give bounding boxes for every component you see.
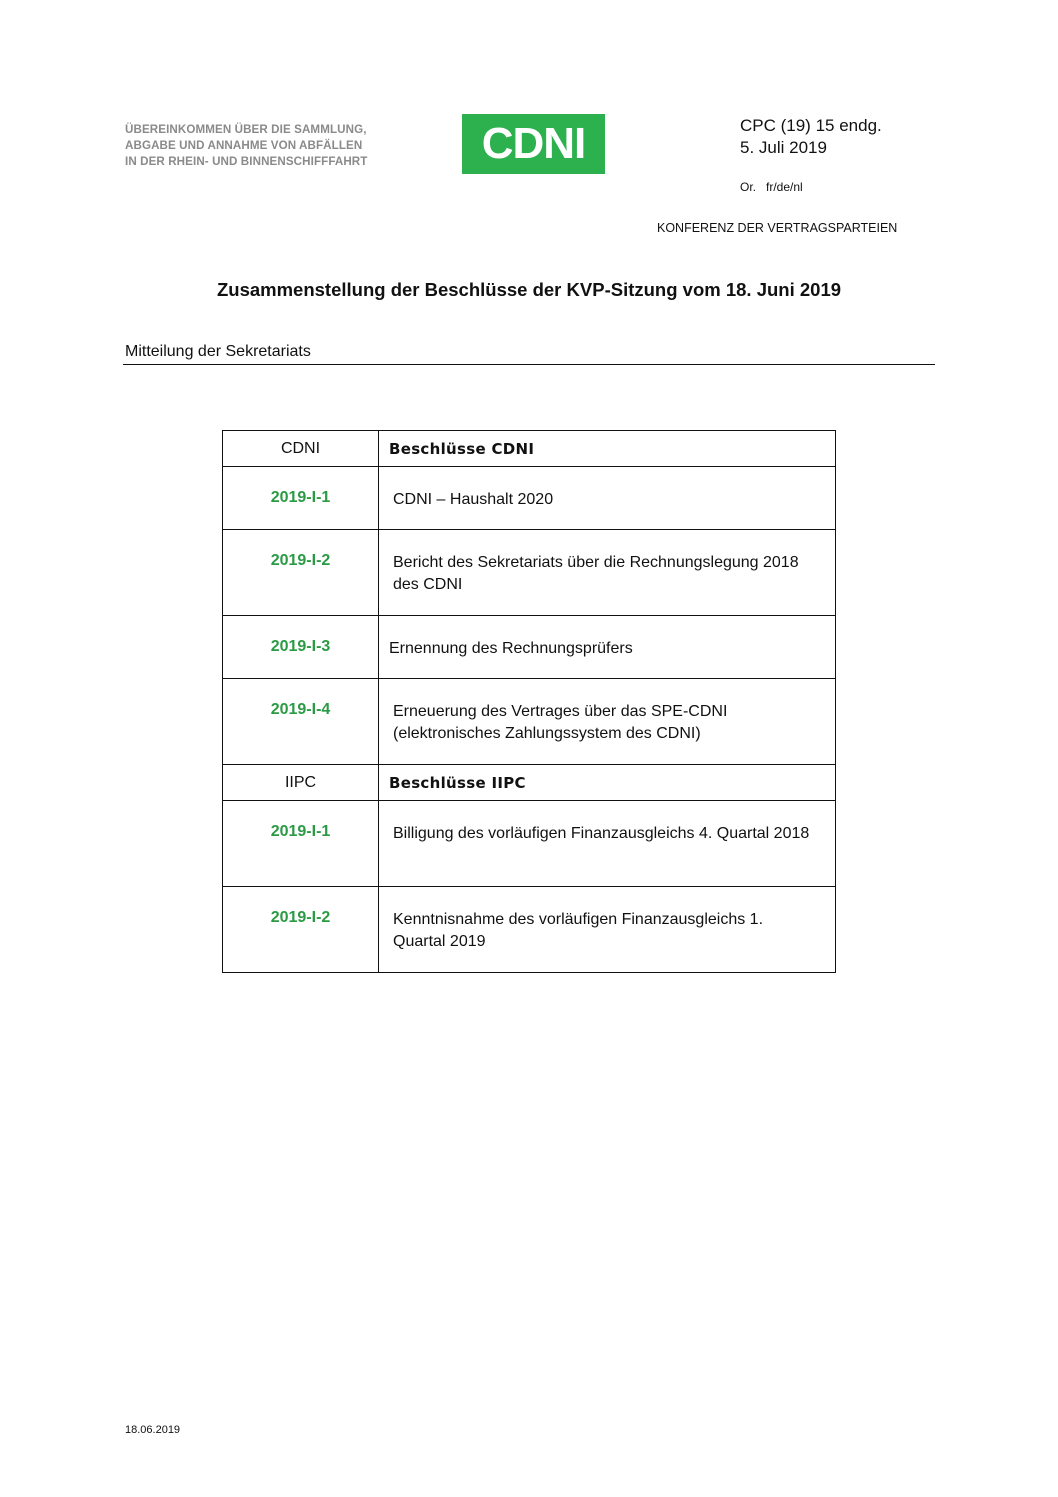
section-heading: Beschlüsse IIPC [379,765,836,801]
decision-code: 2019-I-2 [270,552,331,569]
organization-name [125,122,367,170]
decision-text: Erneuerung des Vertrages über das SPE-CDNI (elektronisches Zahlungssystem des CDNI) [393,703,728,742]
decision-text: CDNI – Haushalt 2020 [393,491,554,508]
table-row [223,801,836,887]
decision-text: Billigung des vorläufigen Finanzausgleichs 4. Quartal 2018 [393,825,810,842]
document-subtitle: Mitteilung der Sekretariats [125,343,311,360]
table-row [223,616,836,679]
section-label: IIPC [223,765,379,801]
table-row [223,467,836,530]
title-divider [123,364,935,365]
document-date: 5. Juli 2019 [740,138,827,157]
decision-text: Kenntnisnahme des vorläufigen Finanzausgleichs 1. Quartal 2019 [393,911,764,950]
document-reference-block [740,115,882,159]
decision-text: Bericht des Sekretariats über die Rechnungslegung 2018 des CDNI [393,554,799,593]
document-reference: CPC (19) 15 endg. [740,116,882,135]
table-row [223,530,836,616]
footer-date: 18.06.2019 [125,1424,181,1436]
cdni-logo: CDNI [462,114,605,174]
document-title: Zusammenstellung der Beschlüsse der KVP-Sitzung vom 18. Juni 2019 [216,279,842,300]
section-heading: Beschlüsse CDNI [379,431,836,467]
table-row [223,679,836,765]
decision-code: 2019-I-1 [270,489,331,506]
org-line-1: ÜBEREINKOMMEN ÜBER DIE SAMMLUNG, [125,123,367,136]
org-line-3: IN DER RHEIN- UND BINNENSCHIFFFAHRT [125,155,368,168]
section-header-iipc [223,765,836,801]
decision-code: 2019-I-2 [270,909,331,926]
decision-code: 2019-I-3 [270,638,331,655]
decision-code: 2019-I-1 [270,823,331,840]
table-row [223,887,836,973]
section-header-cdni [223,431,836,467]
decision-code: 2019-I-4 [270,701,331,718]
org-line-2: ABGABE UND ANNAHME VON ABFÄLLEN [125,139,363,152]
decisions-table [222,430,836,973]
section-label: CDNI [223,431,379,467]
conference-label: KONFERENZ DER VERTRAGSPARTEIEN [657,221,898,235]
original-languages: Or. fr/de/nl [740,180,803,194]
decision-text: Ernennung des Rechnungsprüfers [389,640,633,657]
